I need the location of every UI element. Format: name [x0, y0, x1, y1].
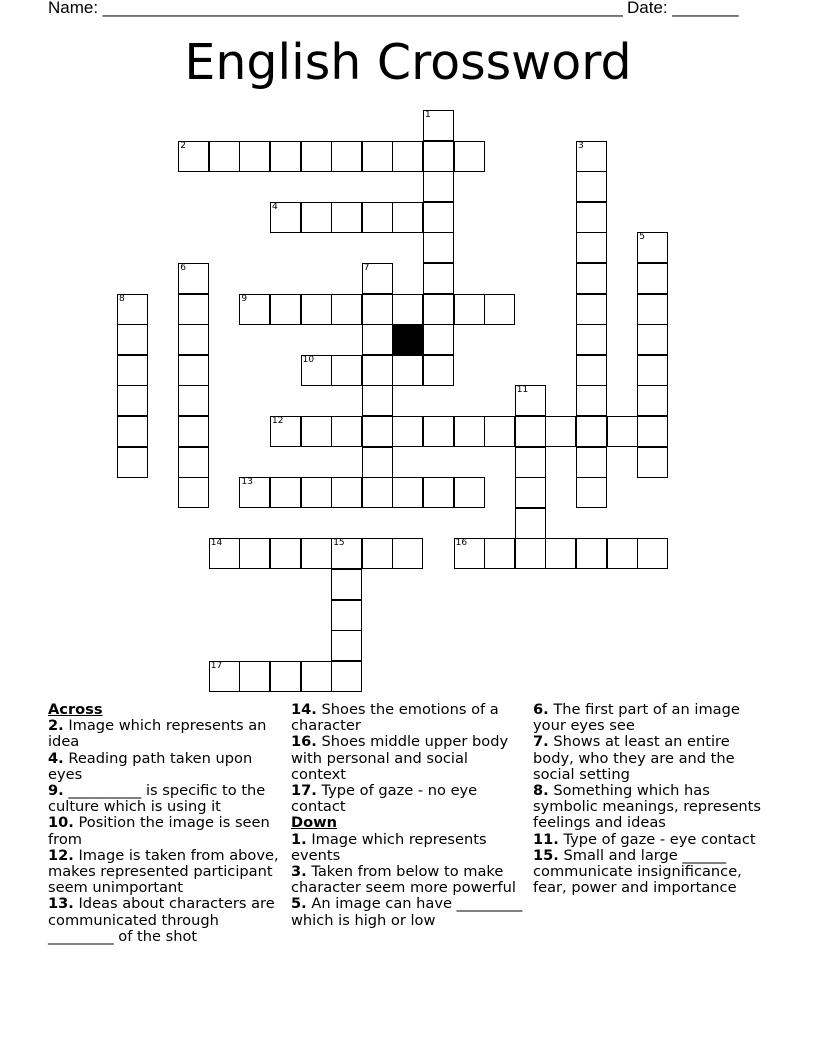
grid-cell[interactable] — [515, 477, 546, 508]
grid-cell[interactable] — [454, 538, 485, 569]
grid-cell[interactable] — [331, 600, 362, 631]
grid-cell[interactable] — [576, 355, 607, 386]
clue-number: 10 — [302, 354, 315, 365]
grid-cell[interactable] — [423, 263, 454, 294]
grid-cell[interactable] — [545, 416, 576, 447]
grid-cell[interactable] — [270, 416, 301, 447]
grid-cell[interactable] — [423, 232, 454, 263]
grid-cell[interactable] — [178, 447, 209, 478]
grid-cell[interactable] — [576, 141, 607, 172]
grid-cell[interactable] — [239, 477, 270, 508]
grid-cell[interactable] — [423, 416, 454, 447]
grid-cell[interactable] — [515, 447, 546, 478]
grid-cell[interactable] — [117, 447, 148, 478]
grid-cell[interactable] — [301, 294, 332, 325]
grid-cell[interactable] — [392, 355, 423, 386]
grid-cell[interactable] — [423, 171, 454, 202]
grid-cell[interactable] — [362, 538, 393, 569]
grid-cell[interactable] — [484, 294, 515, 325]
grid-cell[interactable] — [117, 416, 148, 447]
clue-across-12: 12. Image is taken from above, makes represented participant seem unimportant — [48, 846, 279, 897]
grid-cell[interactable] — [637, 355, 668, 386]
grid-cell[interactable] — [423, 477, 454, 508]
grid-cell[interactable] — [576, 447, 607, 478]
grid-cell[interactable] — [301, 477, 332, 508]
name-field[interactable]: Name: _______________________________________________________ — [48, 0, 623, 17]
clue-number: 2 — [180, 140, 186, 151]
grid-cell[interactable] — [178, 416, 209, 447]
across-heading: Across — [48, 701, 103, 718]
grid-cell[interactable] — [392, 477, 423, 508]
grid-cell[interactable] — [239, 538, 270, 569]
clue-number: 13 — [241, 477, 253, 488]
grid-cell[interactable] — [178, 355, 209, 386]
clue-down-6: 6. The first part of an image your eyes see — [533, 701, 740, 735]
grid-cell[interactable] — [239, 661, 270, 692]
grid-cell[interactable] — [637, 324, 668, 355]
grid-cell[interactable] — [331, 630, 362, 661]
grid-cell[interactable] — [423, 294, 454, 325]
grid-cell[interactable] — [239, 141, 270, 172]
clue-across-16: 16. Shoes middle upper body with personal and social context — [291, 733, 509, 783]
clue-number: 7 — [363, 263, 370, 273]
grid-cell[interactable] — [270, 661, 301, 692]
clues-column-2 — [291, 702, 525, 929]
grid-cell[interactable] — [576, 171, 607, 202]
clue-number: 12 — [272, 416, 284, 426]
clue-number: 9 — [241, 293, 248, 304]
date-field[interactable]: Date: _______ — [627, 0, 739, 17]
grid-cell[interactable] — [362, 385, 393, 416]
grid-cell[interactable] — [576, 477, 607, 508]
grid-cell[interactable] — [209, 141, 240, 172]
grid-cell[interactable] — [637, 416, 668, 447]
clue-down-7: 7. Shows at least an entire body, who they are and the social setting — [533, 733, 735, 783]
clue-number: 14 — [210, 538, 223, 549]
grid-cell[interactable] — [392, 202, 423, 233]
grid-cell[interactable] — [331, 416, 362, 447]
grid-cell[interactable] — [454, 416, 485, 447]
clue-number: 17 — [210, 660, 223, 671]
clue-down-1: 1. Image which represents events — [291, 830, 487, 864]
grid-cell[interactable] — [331, 661, 362, 692]
grid-cell[interactable] — [637, 263, 668, 294]
grid-cell[interactable] — [362, 324, 393, 355]
grid-cell[interactable] — [209, 661, 240, 692]
grid-cell[interactable] — [239, 294, 270, 325]
grid-cell[interactable] — [178, 324, 209, 355]
grid-cell[interactable] — [362, 141, 393, 172]
clue-number: 4 — [272, 201, 278, 212]
grid-cell[interactable] — [270, 141, 301, 172]
grid-cell[interactable] — [270, 477, 301, 508]
grid-cell[interactable] — [331, 569, 362, 600]
down-heading: Down — [291, 814, 338, 832]
grid-cell[interactable] — [576, 416, 607, 447]
clue-down-15: 15. Small and large ______ communicate insignificance, fear, power and importance — [533, 846, 742, 897]
grid-cell[interactable] — [178, 294, 209, 325]
grid-cell[interactable] — [454, 141, 485, 172]
grid-cell[interactable] — [117, 324, 148, 355]
grid-cell[interactable] — [637, 232, 668, 263]
grid-cell[interactable] — [178, 141, 209, 172]
grid-cell[interactable] — [423, 324, 454, 355]
grid-cell[interactable] — [209, 538, 240, 569]
grid-cell[interactable] — [454, 294, 485, 325]
grid-cell[interactable] — [331, 355, 362, 386]
grid-cell[interactable] — [484, 538, 515, 569]
clue-number: 1 — [425, 110, 431, 120]
grid-cell[interactable] — [515, 538, 546, 569]
grid-cell[interactable] — [362, 447, 393, 478]
grid-cell[interactable] — [270, 538, 301, 569]
grid-cell[interactable] — [301, 202, 332, 233]
grid-cell[interactable] — [178, 385, 209, 416]
clue-across-4: 4. Reading path taken upon eyes — [48, 749, 253, 783]
clue-number: 3 — [578, 140, 584, 151]
grid-cell[interactable] — [423, 110, 454, 141]
grid-cell[interactable] — [515, 385, 546, 416]
clue-number: 11 — [516, 385, 529, 396]
grid-cell[interactable] — [117, 385, 148, 416]
grid-cell[interactable] — [301, 141, 332, 172]
clue-across-13: 13. Ideas about characters are communicated through _________ of the shot — [48, 895, 275, 945]
grid-cell[interactable] — [423, 202, 454, 233]
grid-cell[interactable] — [576, 294, 607, 325]
grid-cell[interactable] — [423, 141, 454, 172]
grid-cell[interactable] — [392, 141, 423, 172]
grid-cell[interactable] — [331, 141, 362, 172]
grid-cell[interactable] — [576, 385, 607, 416]
grid-cell[interactable] — [178, 263, 209, 294]
clue-number: 6 — [180, 263, 186, 273]
clue-number: 5 — [639, 232, 645, 243]
grid-cell[interactable] — [423, 355, 454, 386]
grid-cell[interactable] — [362, 202, 393, 233]
clue-across-14: 14. Shoes the emotions of a character — [291, 701, 499, 735]
clue-across-2: 2. Image which represents an idea — [48, 717, 267, 751]
clue-down-11: 11. Type of gaze - eye contact — [533, 830, 756, 848]
grid-cell[interactable] — [331, 202, 362, 233]
grid-cell[interactable] — [301, 538, 332, 569]
grid-cell[interactable] — [362, 355, 393, 386]
grid-cell[interactable] — [576, 538, 607, 569]
grid-cell[interactable] — [637, 447, 668, 478]
grid-cell[interactable] — [178, 477, 209, 508]
grid-cell[interactable] — [637, 385, 668, 416]
grid-cell[interactable] — [331, 294, 362, 325]
clue-down-8: 8. Something which has symbolic meanings, represents feelings and ideas — [533, 782, 761, 832]
grid-cell[interactable] — [270, 202, 301, 233]
grid-cell[interactable] — [362, 416, 393, 447]
black-cell — [392, 324, 423, 355]
grid-cell[interactable] — [545, 538, 576, 569]
grid-cell[interactable] — [270, 294, 301, 325]
clue-across-9: 9. __________ is specific to the culture which is using it — [48, 782, 266, 816]
grid-cell[interactable] — [331, 538, 362, 569]
grid-cell[interactable] — [392, 294, 423, 325]
grid-cell[interactable] — [392, 416, 423, 447]
grid-cell[interactable] — [454, 477, 485, 508]
clues-column-3 — [533, 702, 773, 896]
grid-cell[interactable] — [576, 232, 607, 263]
grid-cell[interactable] — [362, 477, 393, 508]
grid-cell[interactable] — [301, 416, 332, 447]
clue-across-17: 17. Type of gaze - no eye contact — [291, 782, 478, 816]
clues-column-1 — [48, 702, 280, 945]
grid-cell[interactable] — [484, 416, 515, 447]
grid-cell[interactable] — [576, 202, 607, 233]
grid-cell[interactable] — [301, 661, 332, 692]
grid-cell[interactable] — [576, 324, 607, 355]
grid-cell[interactable] — [362, 294, 393, 325]
grid-cell[interactable] — [117, 355, 148, 386]
grid-cell[interactable] — [331, 477, 362, 508]
grid-cell[interactable] — [362, 263, 393, 294]
clue-down-5: 5. An image can have _________ which is high or low — [291, 895, 523, 929]
page-title: English Crossword — [184, 34, 632, 91]
grid-cell[interactable] — [515, 416, 546, 447]
grid-cell[interactable] — [576, 263, 607, 294]
clue-number: 15 — [333, 538, 345, 549]
grid-cell[interactable] — [637, 538, 668, 569]
clue-number: 8 — [119, 293, 125, 304]
clue-across-10: 10. Position the image is seen from — [48, 814, 270, 848]
grid-cell[interactable] — [607, 538, 638, 569]
grid-cell[interactable] — [117, 294, 148, 325]
grid-cell[interactable] — [301, 355, 332, 386]
grid-cell[interactable] — [637, 294, 668, 325]
grid-cell[interactable] — [392, 538, 423, 569]
grid-cell[interactable] — [515, 508, 546, 539]
grid-cell[interactable] — [607, 416, 638, 447]
clue-down-3: 3. Taken from below to make character seem more powerful — [291, 863, 516, 897]
clue-number: 16 — [455, 538, 468, 549]
